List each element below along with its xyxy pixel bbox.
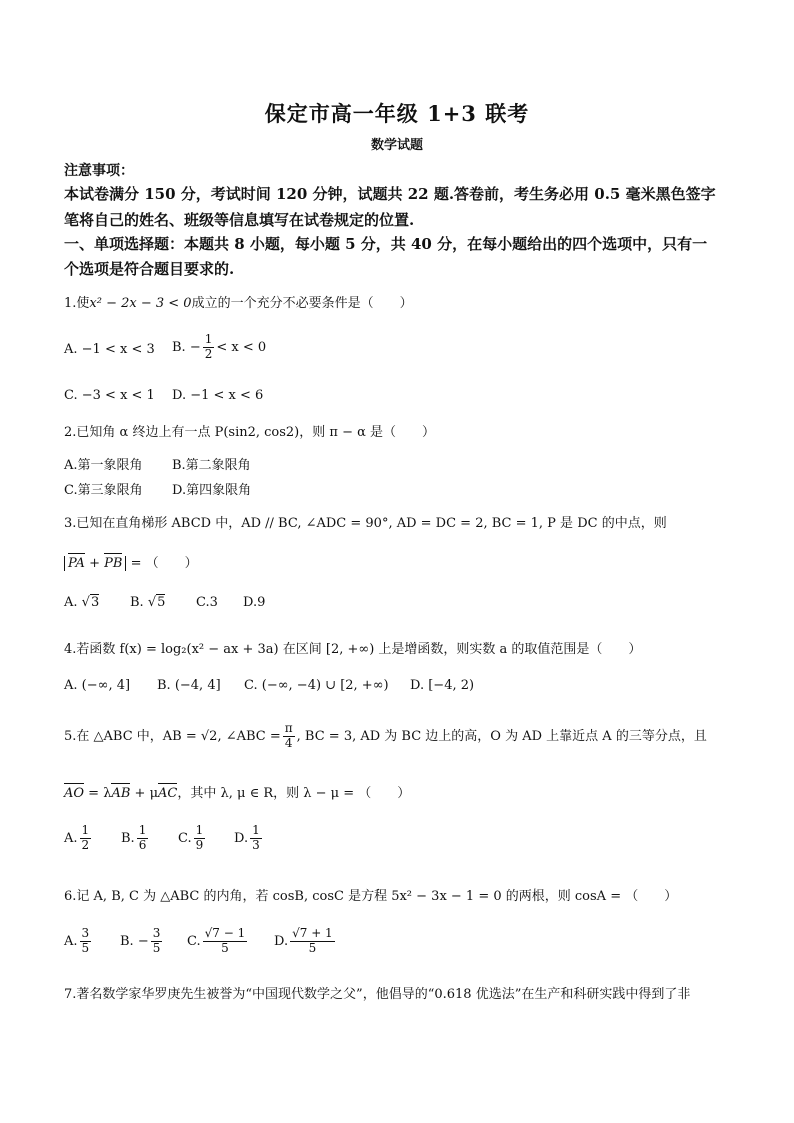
section-heading-line-2: 个选项是符合题目要求的. [64,260,235,278]
question-1: 1.使x² − 2x − 3 < 0成立的一个充分不必要条件是（ ） [64,296,413,311]
question-7: 7.著名数学家华罗庚先生被誉为“中国现代数学之父”，他倡导的“0.618 优选法”在生产和科研实践中得到了非 [64,987,691,1002]
exam-subtitle: 数学试题 [370,138,423,153]
exam-title: 保定市高一年级 1+3 联考 [264,101,530,126]
vector-ab: AB [111,786,131,801]
q3-option-a: A. √3 [64,595,100,610]
notice-heading: 注意事项： [64,163,134,179]
q1-option-c: C. −3 < x < 1 [64,388,155,403]
notice-line-2: 笔将自己的姓名、班级等信息填写在试卷规定的位置. [64,211,415,229]
q1-option-a: A. −1 < x < 3 [64,342,155,357]
q4-option-d: D. [−4, 2) [410,678,475,693]
q5-option-d: D. $\frac{1}{3}$ [234,823,260,852]
q6-option-b: B. − $\frac{3}{5}$ [120,926,161,955]
q5-angle-fraction: $\frac{\pi}{4}$ [284,721,293,750]
question-6: 6.记 A, B, C 为 △ABC 的内角，若 cosB, cosC 是方程 5x² − 3x − 1 = 0 的两根，则 cosA = （ ） [64,889,678,904]
question-2: 2.已知角 α 终边上有一点 P(sin2, cos2)，则 π − α 是（ ） [64,425,436,440]
q3-option-d: D.9 [243,595,266,610]
question-3-line-2: PA + PB = （ ） [64,552,198,571]
question-5-line-2: AO = λAB + μAC，其中 λ, μ ∈ R，则 λ − μ = （ ） [64,786,411,801]
section-heading-line-1: 一、单项选择题：本题共 8 小题，每小题 5 分，共 40 分，在每小题给出的四个选项中，只有一 [64,235,708,253]
vector-ao: AO [64,786,85,801]
question-4: 4.若函数 f(x) = log₂(x² − ax + 3a) 在区间 [2, +∞) 上是增函数，则实数 a 的取值范围是（ ） [64,642,642,657]
q2-option-c: C.第三象限角 [64,483,143,498]
q4-option-a: A. (−∞, 4] [64,678,131,693]
q1-inequality: x² − 2x − 3 < 0 [89,296,192,311]
vector-pa: PA [68,556,85,571]
q3-option-b: B. √5 [130,595,166,610]
q1-option-b: B. − $\frac{1}{2}$ < x < 0 [172,332,267,361]
q5-option-c: C. $\frac{1}{9}$ [178,823,204,852]
q4-option-c: C. (−∞, −4) ∪ [2, +∞) [244,678,389,693]
q6-option-d: D. $\frac{√7 + 1}{5}$ [274,926,333,955]
q1-option-d: D. −1 < x < 6 [172,388,264,403]
q2-option-a: A.第一象限角 [64,458,143,473]
q4-option-b: B. (−4, 4] [157,678,221,693]
vector-pb: PB [104,556,123,571]
question-5-line-1: 5.在 △ABC 中，AB = √2, ∠ABC = $\frac{\pi}{4}$ , BC = 3, AD 为 BC 边上的高，O 为 AD 上靠近点 A 的三等分点，且 [64,721,707,750]
q5-option-b: B. $\frac{1}{6}$ [121,823,147,852]
vector-ac: AC [158,786,178,801]
vector-sum-magnitude: PA + PB [64,556,126,571]
q5-option-a: A. $\frac{1}{2}$ [64,823,90,852]
notice-line-1: 本试卷满分 150 分，考试时间 120 分钟，试题共 22 题.答卷前，考生务必用 0.5 毫米黑色签字 [64,185,716,203]
q1-option-b-fraction: $\frac{1}{2}$ [204,332,213,361]
question-3-line-1: 3.已知在直角梯形 ABCD 中，AD // BC, ∠ADC = 90°, AD = DC = 2, BC = 1, P 是 DC 的中点，则 [64,516,667,531]
q2-option-b: B.第二象限角 [172,458,251,473]
q3-option-c: C.3 [196,595,218,610]
q6-option-c: C. $\frac{√7 - 1}{5}$ [187,926,246,955]
q6-option-a: A. $\frac{3}{5}$ [64,926,90,955]
q2-option-d: D.第四象限角 [172,483,252,498]
